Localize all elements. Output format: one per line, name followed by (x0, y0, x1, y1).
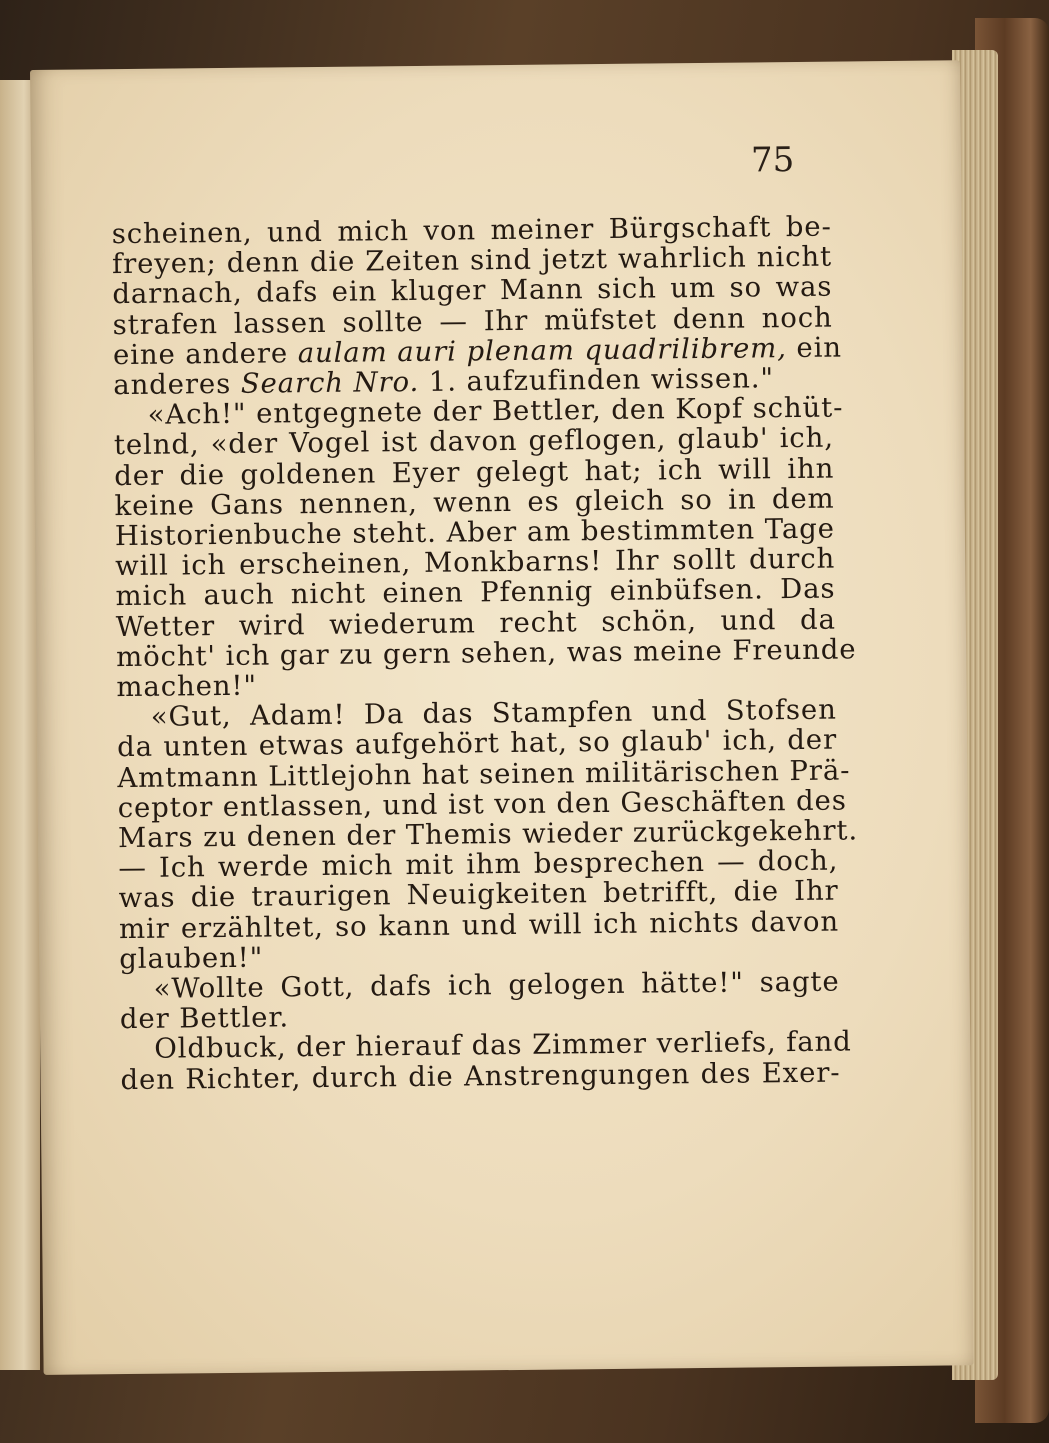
text-line: strafen lassen sollte — Ihr müfstet denn noch (112, 301, 833, 341)
body-text (111, 210, 859, 1096)
text-line: freyen; denn die Zeiten sind jetzt wahrlich nicht (111, 240, 833, 281)
text-line: darnach, dafs ein kluger Mann sich um so was (112, 271, 833, 311)
text-line: — Ich werde mich mit ihm besprechen — doch, (118, 844, 839, 885)
page-number: 75 (750, 140, 795, 181)
text-line: keine Gans nennen, wenn es gleich so in dem (114, 482, 835, 522)
text-line: «Wollte Gott, dafs ich gelogen hätte!" sagte (153, 965, 840, 1005)
text-segment: eine andere (112, 337, 298, 371)
text-line: mich auch nicht einen Pfennig einbüfsen. Das (115, 573, 836, 613)
text-line: der die goldenen Eyer gelegt hat; ich will ihn (114, 452, 835, 492)
italic-text: Search Nro. (240, 365, 420, 400)
text-line: mir erzähltet, so kann und will ich nichts davon (118, 905, 840, 945)
text-line: will ich erscheinen, Monkbarns! Ihr sollt durch (115, 542, 836, 583)
text-line: Wetter wird wiederum recht schön, und da (115, 603, 836, 643)
text-line: ceptor entlassen, und ist von den Geschäften des (117, 784, 847, 824)
text-line: Oldbuck, der hierauf das Zimmer verliefs, fand (154, 1025, 852, 1066)
italic-text: aulam auri plenam quadrilibrem, (297, 331, 787, 370)
text-line: telnd, «der Vogel ist davon geflogen, glaub' ich, (113, 422, 835, 462)
text-line: «Ach!" entgegnete der Bettler, den Kopf schüt- (147, 391, 844, 432)
text-line: «Gut, Adam! Da das Stampfen und Stofsen (150, 693, 837, 734)
text-segment: 1. aufzufinden wissen." (419, 362, 775, 398)
text-line: glauben!" (119, 941, 264, 975)
text-line: der Bettler. (119, 1001, 290, 1036)
text-segment: anderes (113, 367, 241, 402)
text-line: was die traurigen Neuigkeiten betrifft, die Ihr (118, 875, 839, 915)
text-line: da unten etwas aufgehört hat, so glaub' ich, der (116, 724, 838, 764)
text-line: Historienbuche steht. Aber am bestimmten Tage (114, 512, 836, 553)
text-line: Mars zu denen der Themis wieder zurückgekehrt. (117, 814, 859, 855)
text-line: den Richter, durch die Anstrengungen des Exer- (120, 1056, 841, 1096)
book-page (30, 60, 974, 1375)
text-line: Amtmann Littlejohn hat seinen militärischen Prä- (117, 754, 851, 794)
text-line: machen!" (116, 669, 258, 704)
text-line: möcht' ich gar zu gern sehen, was meine Freunde (115, 633, 857, 673)
text-segment: ein (786, 331, 843, 364)
text-line: scheinen, und mich von meiner Bürgschaft be- (111, 210, 832, 251)
